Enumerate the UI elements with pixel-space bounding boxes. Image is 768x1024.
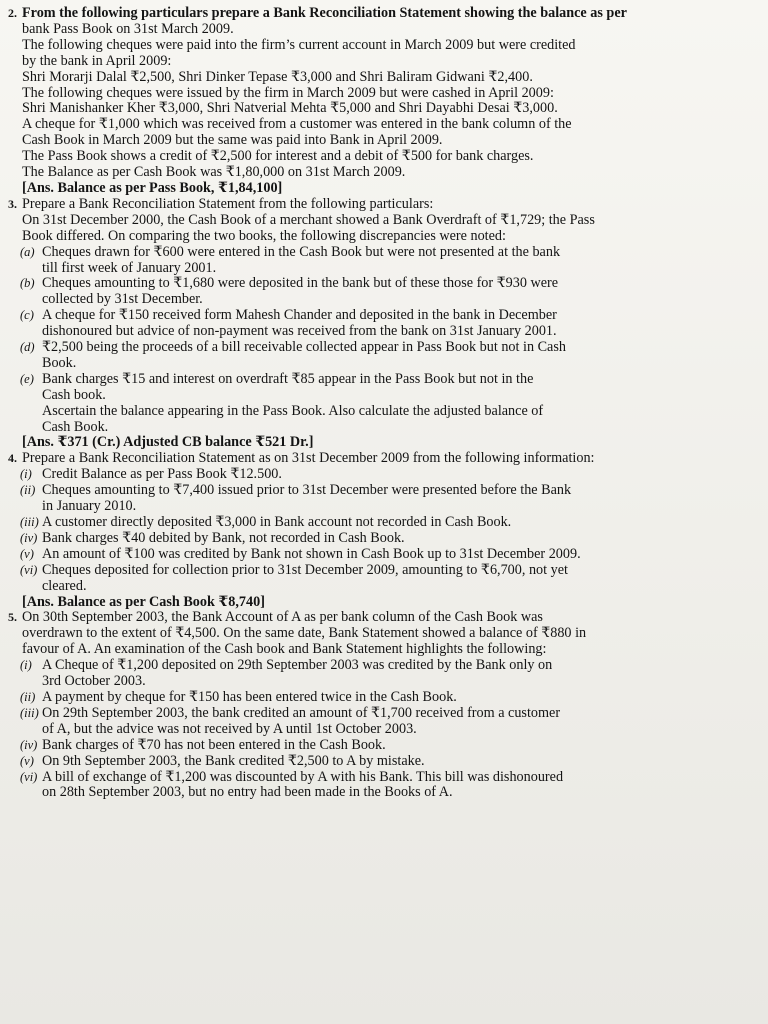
text-line: Book differed. On comparing the two books, the following discrepancies were noted: [22,227,506,244]
text-line: A bill of exchange of ₹1,200 was discounted by A with his Bank. This bill was dishonoured [42,768,564,785]
item-label: (i) [20,658,32,673]
text-line: Cash Book in March 2009 but the same was paid into Bank in April 2009. [22,132,443,149]
list-item [8,515,720,531]
list-item [8,547,720,563]
item-label: (v) [20,546,34,561]
answer-line: [Ans. Balance as per Cash Book ₹8,740] [22,593,265,610]
text-line: overdrawn to the extent of ₹4,500. On the same date, Bank Statement showed a balance of ₹880 in [22,625,587,642]
text-line: A customer directly deposited ₹3,000 in Bank account not recorded in Cash Book. [42,514,512,530]
question-number: 3. [8,196,17,211]
list-item [8,531,720,547]
text-line: Credit Balance as per Pass Book ₹12.500. [42,466,282,483]
question-4 [8,451,720,467]
text-line: dishonoured but advice of non-payment was received from the bank on 31st January 2001. [42,323,557,340]
text-line: A cheque for ₹150 received form Mahesh Chander and deposited in the bank in December [42,307,557,324]
text-line: Book. [42,354,77,371]
text-line: The following cheques were paid into the firm’s current account in March 2009 but were credited [22,36,576,53]
text-line: Cheques amounting to ₹7,400 issued prior to 31st December were presented before the Bank [42,482,572,499]
text-line: 3rd October 2003. [42,673,146,690]
list-item [8,706,720,738]
item-label: (iv) [20,737,38,752]
question-number: 2. [8,6,17,20]
item-label: (ii) [20,483,36,498]
list-item [8,658,720,690]
list-item [8,372,720,404]
list-item [8,754,720,770]
text-line: A Cheque of ₹1,200 deposited on 29th September 2003 was credited by the Bank only on [42,657,553,674]
list-item [8,738,720,754]
page-content [8,6,720,801]
text-line: Cash book. [42,386,106,403]
closing-instruction [8,404,720,436]
text-line: An amount of ₹100 was credited by Bank not shown in Cash Book up to 31st December 2009. [42,545,581,562]
text-line: Ascertain the balance appearing in the Pass Book. Also calculate the adjusted balance of [42,402,544,419]
text-line: collected by 31st December. [42,291,203,308]
text-line: On 29th September 2003, the bank credited an amount of ₹1,700 received from a customer [42,704,561,721]
text-line: The Pass Book shows a credit of ₹2,500 for interest and a debit of ₹500 for bank charges. [22,148,534,165]
text-line: till first week of January 2001. [42,259,217,276]
item-label: (e) [20,371,34,386]
question-number: 5. [8,610,17,625]
text-line: A cheque for ₹1,000 which was received from a customer was entered in the bank column of the [22,116,572,133]
list-item [8,308,720,340]
item-label: (b) [20,276,35,291]
question-number: 4. [8,451,17,466]
item-label: (iv) [20,530,38,545]
list-item [8,770,720,802]
item-label: (d) [20,340,35,355]
text-line: On 31st December 2000, the Cash Book of a merchant showed a Bank Overdraft of ₹1,729; the Pass [22,211,595,228]
answer-line: [Ans. ₹371 (Cr.) Adjusted CB balance ₹521 Dr.] [22,434,314,451]
text-line: From the following particulars prepare a Bank Reconciliation Statement showing the balance as per [22,5,627,21]
item-label: (vi) [20,562,38,577]
text-line: ₹2,500 being the proceeds of a bill receivable collected appear in Pass Book but not in Cash [42,339,566,356]
item-label: (c) [20,308,34,323]
question-5 [8,610,720,658]
answer-block [8,435,720,451]
text-line: on 28th September 2003, but no entry had been made in the Books of A. [42,784,453,801]
text-line: Cheques drawn for ₹600 were entered in the Cash Book but were not presented at the bank [42,243,561,260]
question-2 [8,6,720,197]
text-line: Cash Book. [42,418,109,435]
text-line: cleared. [42,577,87,594]
item-label: (iii) [20,705,39,720]
text-line: On 9th September 2003, the Bank credited ₹2,500 to A by mistake. [42,752,425,769]
text-line: The Balance as per Cash Book was ₹1,80,000 on 31st March 2009. [22,164,406,181]
list-item [8,467,720,483]
item-label: (iii) [20,515,39,529]
text-line: of A, but the advice was not received by A until 1st October 2003. [42,720,417,737]
item-label: (a) [20,244,35,259]
text-line: by the bank in April 2009: [22,52,172,69]
text-line: On 30th September 2003, the Bank Account of A as per bank column of the Cash Book was [22,609,543,626]
text-line: Shri Manishanker Kher ₹3,000, Shri Natverial Mehta ₹5,000 and Shri Dayabhi Desai ₹3,000. [22,100,558,117]
text-line: in January 2010. [42,498,137,515]
text-line: Prepare a Bank Reconciliation Statement from the following particulars: [22,195,434,212]
text-line: Shri Morarji Dalal ₹2,500, Shri Dinker Tepase ₹3,000 and Shri Baliram Gidwani ₹2,400. [22,68,533,85]
text-line: favour of A. An examination of the Cash book and Bank Statement highlights the following: [22,641,547,658]
question-3 [8,197,720,245]
text-line: bank Pass Book on 31st March 2009. [22,20,234,37]
text-line: Bank charges of ₹70 has not been entered in the Cash Book. [42,736,386,753]
answer-line: [Ans. Balance as per Pass Book, ₹1,84,100] [22,179,283,196]
list-item [8,340,720,372]
text-line: Bank charges ₹40 debited by Bank, not recorded in Cash Book. [42,529,405,546]
text-line: Cheques amounting to ₹1,680 were deposited in the bank but of these those for ₹930 were [42,275,559,292]
text-line: The following cheques were issued by the firm in March 2009 but were cashed in April 2009: [22,84,554,101]
text-line: Prepare a Bank Reconciliation Statement as on 31st December 2009 from the following information: [22,450,595,467]
text-line: Cheques deposited for collection prior to 31st December 2009, amounting to ₹6,700, not yet [42,561,568,578]
list-item [8,276,720,308]
answer-block [8,595,720,611]
text-line: Bank charges ₹15 and interest on overdraft ₹85 appear in the Pass Book but not in the [42,370,534,387]
item-label: (vi) [20,769,38,784]
item-label: (v) [20,753,34,768]
list-item [8,563,720,595]
list-item [8,483,720,515]
item-label: (i) [20,467,32,482]
text-line: A payment by cheque for ₹150 has been entered twice in the Cash Book. [42,688,457,705]
item-label: (ii) [20,689,36,704]
list-item [8,690,720,706]
list-item [8,245,720,277]
